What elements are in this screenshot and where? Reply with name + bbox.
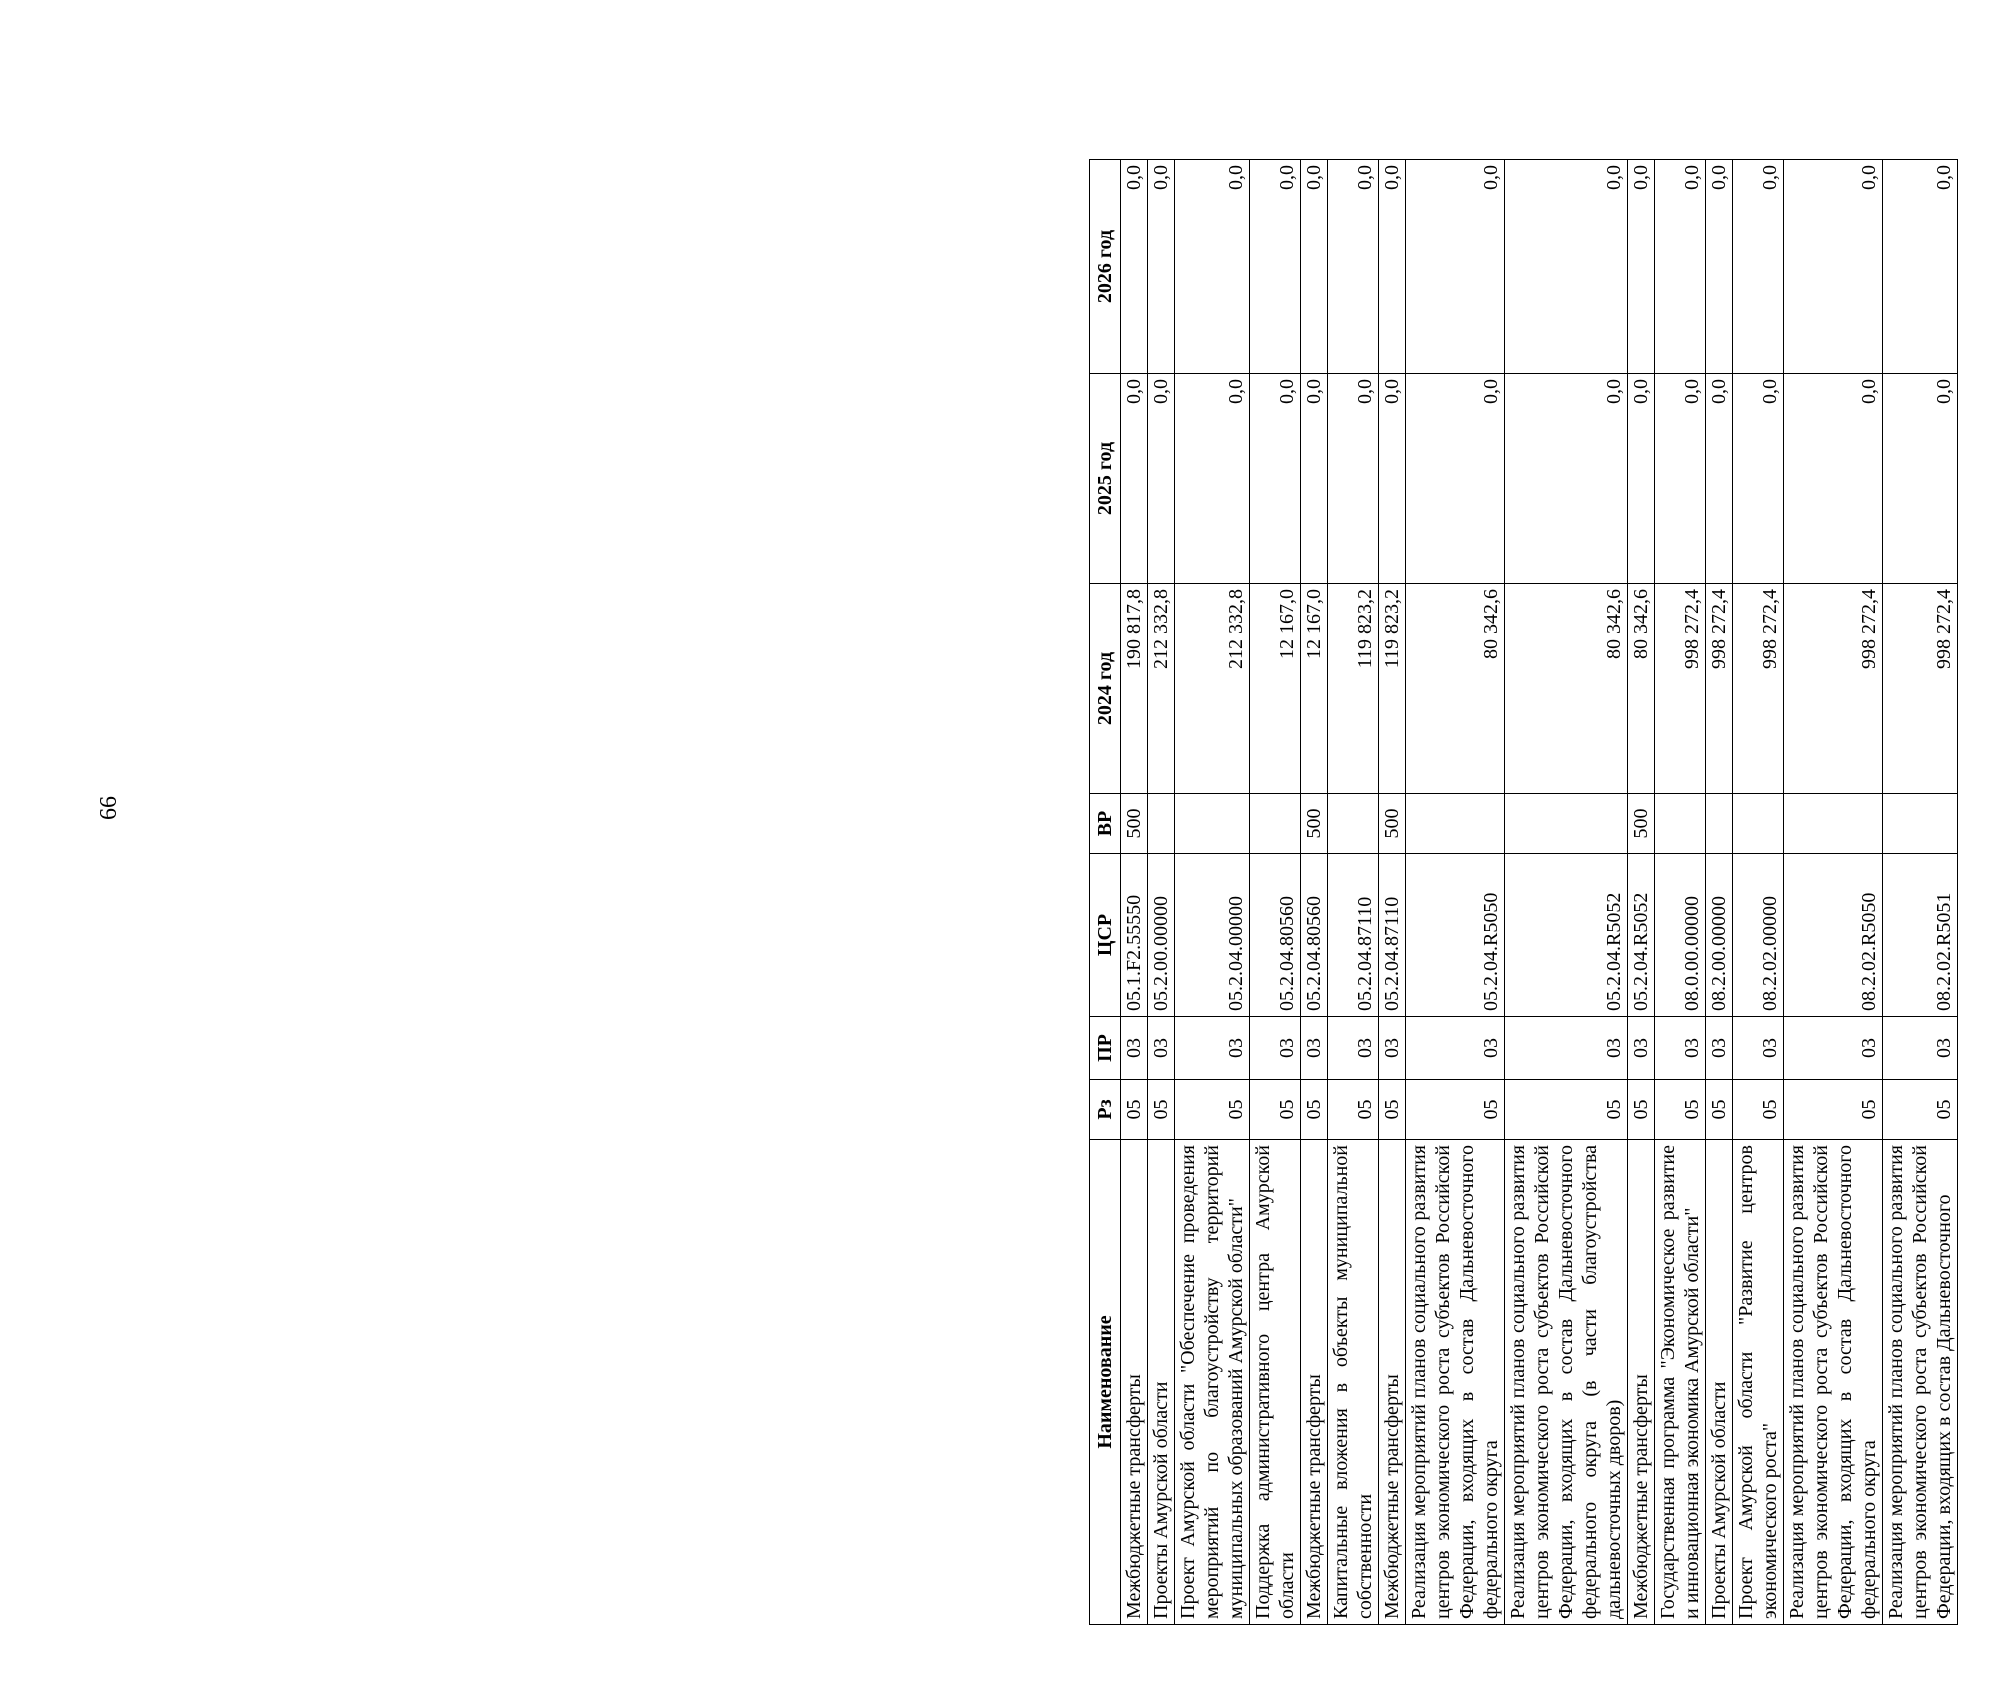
header-2024: 2024 год xyxy=(1090,584,1121,794)
cell-csr: 08.2.00.00000 xyxy=(1706,854,1733,1017)
cell-2025: 0,0 xyxy=(1175,374,1250,584)
table-row xyxy=(1706,160,1733,1625)
cell-pr: 03 xyxy=(1175,1017,1250,1080)
cell-csr: 08.2.02.00000 xyxy=(1733,854,1784,1017)
cell-rz: 05 xyxy=(1655,1080,1706,1140)
cell-rz: 05 xyxy=(1379,1080,1406,1140)
cell-vr xyxy=(1733,794,1784,854)
cell-csr: 05.2.04.87110 xyxy=(1328,854,1379,1017)
cell-rz: 05 xyxy=(1250,1080,1301,1140)
cell-2025: 0,0 xyxy=(1250,374,1301,584)
header-vr: ВР xyxy=(1090,794,1121,854)
table-row xyxy=(1250,160,1301,1625)
table-body xyxy=(1121,160,1958,1625)
cell-name: Реализация мероприятий планов социального развития центров экономического роста субъектов Российской Федерации, входящих в состав Дальневосточного федерального округа xyxy=(1406,1140,1505,1625)
cell-pr: 03 xyxy=(1706,1017,1733,1080)
cell-2026: 0,0 xyxy=(1328,160,1379,374)
cell-vr xyxy=(1328,794,1379,854)
table-row xyxy=(1505,160,1628,1625)
cell-name: Межбюджетные трансферты xyxy=(1301,1140,1328,1625)
table-row xyxy=(1148,160,1175,1625)
cell-2024: 12 167,0 xyxy=(1250,584,1301,794)
cell-2024: 212 332,8 xyxy=(1175,584,1250,794)
cell-pr: 03 xyxy=(1733,1017,1784,1080)
cell-name: Поддержка административного центра Амурской области xyxy=(1250,1140,1301,1625)
cell-2026: 0,0 xyxy=(1379,160,1406,374)
cell-2025: 0,0 xyxy=(1406,374,1505,584)
cell-vr xyxy=(1505,794,1628,854)
header-2026: 2026 год xyxy=(1090,160,1121,374)
cell-2025: 0,0 xyxy=(1301,374,1328,584)
cell-name: Проект Амурской области "Развитие центров экономического роста" xyxy=(1733,1140,1784,1625)
cell-rz: 05 xyxy=(1706,1080,1733,1140)
cell-pr: 03 xyxy=(1250,1017,1301,1080)
cell-2025: 0,0 xyxy=(1655,374,1706,584)
cell-2024: 998 272,4 xyxy=(1733,584,1784,794)
cell-2025: 0,0 xyxy=(1379,374,1406,584)
cell-2026: 0,0 xyxy=(1406,160,1505,374)
cell-2025: 0,0 xyxy=(1628,374,1655,584)
cell-csr: 05.2.04.00000 xyxy=(1175,854,1250,1017)
cell-2024: 998 272,4 xyxy=(1655,584,1706,794)
cell-name: Межбюджетные трансферты xyxy=(1379,1140,1406,1625)
cell-rz: 05 xyxy=(1406,1080,1505,1140)
cell-csr: 05.2.04.R5052 xyxy=(1628,854,1655,1017)
cell-pr: 03 xyxy=(1655,1017,1706,1080)
header-name: Наименование xyxy=(1090,1140,1121,1625)
cell-csr: 08.2.02.R5051 xyxy=(1883,854,1958,1017)
cell-2026: 0,0 xyxy=(1505,160,1628,374)
cell-rz: 05 xyxy=(1121,1080,1148,1140)
cell-vr: 500 xyxy=(1121,794,1148,854)
cell-2026: 0,0 xyxy=(1175,160,1250,374)
cell-csr: 05.2.04.R5050 xyxy=(1406,854,1505,1017)
table-row xyxy=(1406,160,1505,1625)
cell-csr: 08.0.00.00000 xyxy=(1655,854,1706,1017)
header-rz: Рз xyxy=(1090,1080,1121,1140)
header-pr: ПР xyxy=(1090,1017,1121,1080)
cell-2025: 0,0 xyxy=(1784,374,1883,584)
page-number: 66 xyxy=(96,796,122,820)
cell-2024: 119 823,2 xyxy=(1379,584,1406,794)
cell-vr xyxy=(1706,794,1733,854)
cell-name: Реализация мероприятий планов социального развития центров экономического роста субъектов Российской Федерации, входящих в состав Дальневосточного федерального округа (в части благоустройства дальневосточных дворов) xyxy=(1505,1140,1628,1625)
cell-rz: 05 xyxy=(1148,1080,1175,1140)
cell-rz: 05 xyxy=(1733,1080,1784,1140)
cell-name: Государственная программа "Экономическое развитие и инновационная экономика Амурской области" xyxy=(1655,1140,1706,1625)
cell-vr xyxy=(1655,794,1706,854)
rotated-table-container xyxy=(1089,160,1989,1625)
cell-name: Межбюджетные трансферты xyxy=(1628,1140,1655,1625)
cell-2024: 212 332,8 xyxy=(1148,584,1175,794)
cell-pr: 03 xyxy=(1148,1017,1175,1080)
table-row xyxy=(1784,160,1883,1625)
cell-2025: 0,0 xyxy=(1148,374,1175,584)
budget-table xyxy=(1089,159,1958,1625)
cell-2024: 998 272,4 xyxy=(1706,584,1733,794)
cell-rz: 05 xyxy=(1175,1080,1250,1140)
cell-name: Проекты Амурской области xyxy=(1706,1140,1733,1625)
cell-rz: 05 xyxy=(1628,1080,1655,1140)
cell-vr xyxy=(1148,794,1175,854)
table-row xyxy=(1655,160,1706,1625)
cell-2026: 0,0 xyxy=(1148,160,1175,374)
table-row xyxy=(1301,160,1328,1625)
cell-2026: 0,0 xyxy=(1706,160,1733,374)
table-header-row xyxy=(1090,160,1121,1625)
cell-2025: 0,0 xyxy=(1328,374,1379,584)
header-2025: 2025 год xyxy=(1090,374,1121,584)
table-row xyxy=(1883,160,1958,1625)
cell-vr xyxy=(1250,794,1301,854)
cell-2026: 0,0 xyxy=(1733,160,1784,374)
cell-vr: 500 xyxy=(1628,794,1655,854)
cell-name: Реализация мероприятий планов социального развития центров экономического роста субъектов Российской Федерации, входящих в состав Дальневосточного xyxy=(1883,1140,1958,1625)
cell-2024: 119 823,2 xyxy=(1328,584,1379,794)
table-row xyxy=(1628,160,1655,1625)
table-row xyxy=(1175,160,1250,1625)
cell-pr: 03 xyxy=(1883,1017,1958,1080)
cell-2024: 80 342,6 xyxy=(1628,584,1655,794)
table-row xyxy=(1328,160,1379,1625)
cell-name: Межбюджетные трансферты xyxy=(1121,1140,1148,1625)
cell-vr xyxy=(1175,794,1250,854)
cell-2024: 998 272,4 xyxy=(1784,584,1883,794)
cell-csr: 05.2.04.80560 xyxy=(1301,854,1328,1017)
cell-vr: 500 xyxy=(1301,794,1328,854)
cell-2025: 0,0 xyxy=(1733,374,1784,584)
table-row xyxy=(1121,160,1148,1625)
cell-vr xyxy=(1883,794,1958,854)
cell-name: Проекты Амурской области xyxy=(1148,1140,1175,1625)
cell-pr: 03 xyxy=(1379,1017,1406,1080)
cell-csr: 05.2.04.R5052 xyxy=(1505,854,1628,1017)
cell-2025: 0,0 xyxy=(1121,374,1148,584)
cell-2025: 0,0 xyxy=(1505,374,1628,584)
cell-pr: 03 xyxy=(1301,1017,1328,1080)
header-csr: ЦСР xyxy=(1090,854,1121,1017)
cell-vr xyxy=(1784,794,1883,854)
cell-pr: 03 xyxy=(1406,1017,1505,1080)
cell-rz: 05 xyxy=(1328,1080,1379,1140)
cell-rz: 05 xyxy=(1301,1080,1328,1140)
cell-pr: 03 xyxy=(1784,1017,1883,1080)
cell-2026: 0,0 xyxy=(1784,160,1883,374)
cell-pr: 03 xyxy=(1328,1017,1379,1080)
cell-2024: 12 167,0 xyxy=(1301,584,1328,794)
cell-csr: 05.1.F2.55550 xyxy=(1121,854,1148,1017)
cell-2026: 0,0 xyxy=(1301,160,1328,374)
cell-2024: 80 342,6 xyxy=(1505,584,1628,794)
cell-2026: 0,0 xyxy=(1628,160,1655,374)
cell-vr: 500 xyxy=(1379,794,1406,854)
table-row xyxy=(1379,160,1406,1625)
cell-vr xyxy=(1406,794,1505,854)
cell-csr: 08.2.02.R5050 xyxy=(1784,854,1883,1017)
cell-name: Капитальные вложения в объекты муниципальной собственности xyxy=(1328,1140,1379,1625)
cell-csr: 05.2.04.87110 xyxy=(1379,854,1406,1017)
cell-rz: 05 xyxy=(1883,1080,1958,1140)
cell-pr: 03 xyxy=(1628,1017,1655,1080)
cell-2024: 998 272,4 xyxy=(1883,584,1958,794)
cell-2025: 0,0 xyxy=(1706,374,1733,584)
cell-2024: 190 817,8 xyxy=(1121,584,1148,794)
cell-2026: 0,0 xyxy=(1121,160,1148,374)
cell-2026: 0,0 xyxy=(1883,160,1958,374)
cell-2024: 80 342,6 xyxy=(1406,584,1505,794)
cell-csr: 05.2.04.80560 xyxy=(1250,854,1301,1017)
cell-2026: 0,0 xyxy=(1655,160,1706,374)
cell-2025: 0,0 xyxy=(1883,374,1958,584)
cell-pr: 03 xyxy=(1505,1017,1628,1080)
cell-rz: 05 xyxy=(1784,1080,1883,1140)
cell-name: Реализация мероприятий планов социального развития центров экономического роста субъектов Российской Федерации, входящих в состав Дальневосточного федерального округа xyxy=(1784,1140,1883,1625)
cell-pr: 03 xyxy=(1121,1017,1148,1080)
table-row xyxy=(1733,160,1784,1625)
cell-rz: 05 xyxy=(1505,1080,1628,1140)
cell-csr: 05.2.00.00000 xyxy=(1148,854,1175,1017)
cell-2026: 0,0 xyxy=(1250,160,1301,374)
cell-name: Проект Амурской области "Обеспечение проведения мероприятий по благоустройству территорий муниципальных образований Амурской области" xyxy=(1175,1140,1250,1625)
